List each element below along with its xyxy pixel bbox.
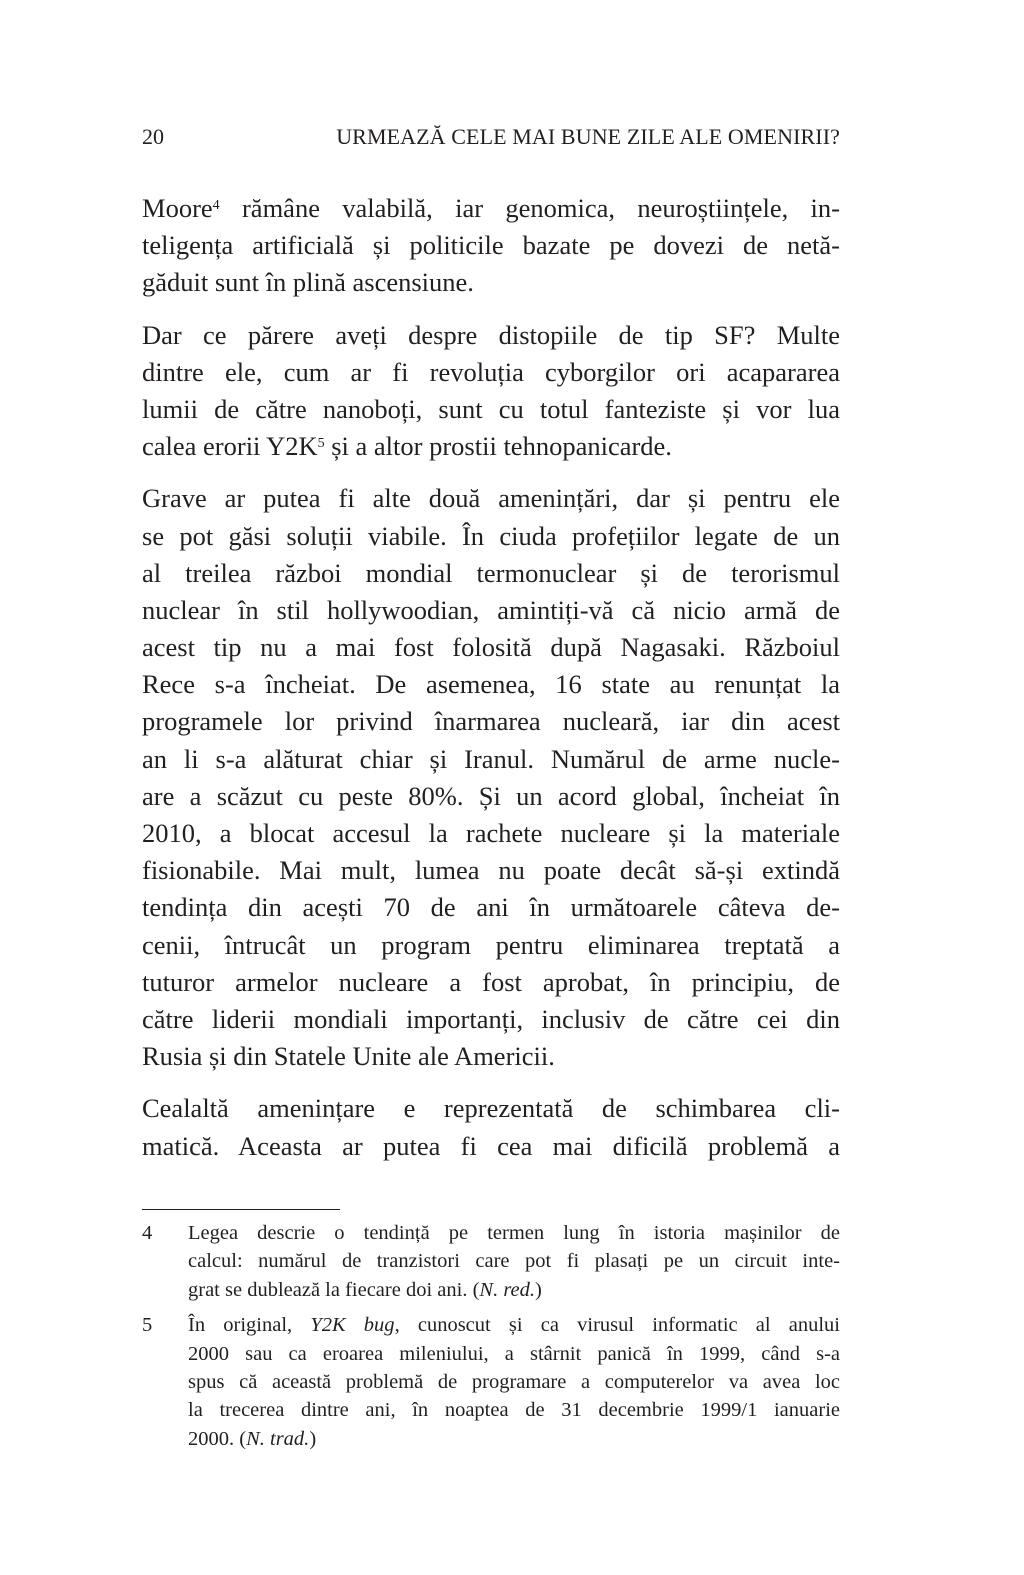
footnote-number: 5	[142, 1314, 153, 1337]
italic-span: Y2K bug	[310, 1314, 395, 1337]
footnote-line	[188, 1425, 840, 1453]
running-head	[142, 122, 840, 152]
text-span: rămâne valabilă, iar genomica, neuroștiințele, in-	[219, 193, 840, 223]
text-line: către liderii mondiali importanți, inclusiv de către cei din	[142, 1003, 840, 1034]
text-span: , cunoscut și ca virusul informatic al anului	[394, 1314, 840, 1337]
page-number: 20	[142, 124, 164, 149]
paragraph	[142, 317, 840, 466]
body-text	[142, 190, 840, 1180]
text-line: programele lor privind înarmarea nucleară, iar din acest	[142, 706, 840, 737]
text-line: are a scăzut cu peste 80%. Și un acord global, încheiat în	[142, 780, 840, 811]
footnote-line: calcul: numărul de tranzistori care pot fi plasați pe un circuit inte-	[188, 1250, 840, 1273]
text-line	[142, 428, 840, 465]
text-span: )	[535, 1278, 542, 1301]
text-span: )	[309, 1427, 317, 1450]
text-span: grat se dublează la fiecare doi ani. (	[188, 1278, 480, 1301]
footnote-line: Legea descrie o tendință pe termen lung în istoria mașinilor de	[188, 1222, 840, 1244]
text-line: teligența artificială și politicile bazate pe dovezi de netă-	[142, 230, 840, 261]
text-span: 2000. (	[188, 1427, 247, 1450]
text-span: calea erorii Y2K	[142, 431, 318, 462]
text-span: În original,	[188, 1314, 311, 1337]
footnotes	[142, 1219, 840, 1460]
italic-span: N. trad.	[246, 1427, 310, 1450]
text-line: an li s-a alăturat chiar și Iranul. Numărul de arme nucle-	[142, 743, 840, 774]
text-line: matică. Aceasta ar putea fi cea mai dificilă problemă a	[142, 1130, 840, 1161]
text-line	[142, 190, 840, 227]
text-line: lumii de către nanoboți, sunt cu totul fanteziste și vor lua	[142, 393, 840, 424]
text-line: Cealaltă amenințare e reprezentată de schimbarea cli-	[142, 1093, 840, 1124]
footnote-number: 4	[142, 1222, 153, 1244]
footnote-line: la trecerea dintre ani, în noaptea de 31 decembrie 1999/1 ianuarie	[188, 1399, 840, 1422]
text-line: 2010, a blocat accesul la rachete nucleare și la materiale	[142, 818, 840, 848]
text-line: găduit sunt în plină ascensiune.	[142, 267, 474, 298]
paragraph	[142, 190, 840, 302]
text-line: cenii, întrucât un program pentru eliminarea treptată a	[142, 929, 840, 960]
text-line: Rece s-a încheiat. De asemenea, 16 state au renunțat la	[142, 669, 840, 700]
italic-span: N. red.	[479, 1278, 536, 1301]
book-page	[142, 0, 840, 1575]
paragraph	[142, 480, 840, 1075]
footnote-rule	[142, 1209, 340, 1210]
text-line: Dar ce părere aveți despre distopiile de tip SF? Multe	[142, 319, 840, 350]
text-line: tuturor armelor nucleare a fost aprobat, în principiu, de	[142, 966, 840, 997]
text-line: tendința din acești 70 de ani în următoarele câteva de-	[142, 892, 840, 923]
text-span: și a altor prostii tehnopanicarde.	[324, 431, 672, 462]
footnote-text	[188, 1311, 840, 1453]
footnote-5	[142, 1311, 840, 1453]
footnote-4	[142, 1219, 840, 1304]
text-line: nuclear în stil hollywoodian, amintiți-vă că nicio armă de	[142, 594, 840, 625]
paragraph	[142, 1090, 840, 1164]
text-line: al treilea război mondial termonuclear și de terorismul	[142, 557, 840, 588]
footnote-line: spus că această problemă de programare a computerelor va avea loc	[188, 1370, 840, 1393]
text-line: se pot găsi soluții viabile. În ciuda profețiilor legate de un	[142, 520, 840, 551]
footnote-text	[188, 1219, 840, 1304]
text-span: Moore	[142, 193, 213, 223]
text-line: acest tip nu a mai fost folosită după Nagasaki. Războiul	[142, 632, 840, 663]
text-line: fisionabile. Mai mult, lumea nu poate decât să-și extindă	[142, 855, 840, 886]
running-title: URMEAZĂ CELE MAI BUNE ZILE ALE OMENIRII?	[336, 124, 840, 149]
footnote-line: 2000 sau ca eroarea mileniului, a stârnit panică în 1999, când s-a	[188, 1342, 840, 1365]
text-line: Grave ar putea fi alte două amenințări, dar și pentru ele	[142, 483, 840, 514]
text-line: dintre ele, cum ar fi revoluția cyborgilor ori acapararea	[142, 356, 840, 387]
footnote-line	[188, 1311, 840, 1339]
footnote-line	[188, 1276, 840, 1304]
footnote-ref-5[interactable]: 5	[317, 436, 325, 452]
text-line: Rusia și din Statele Unite ale Americii.	[142, 1041, 555, 1072]
footnote-ref-4[interactable]: 4	[212, 198, 220, 214]
